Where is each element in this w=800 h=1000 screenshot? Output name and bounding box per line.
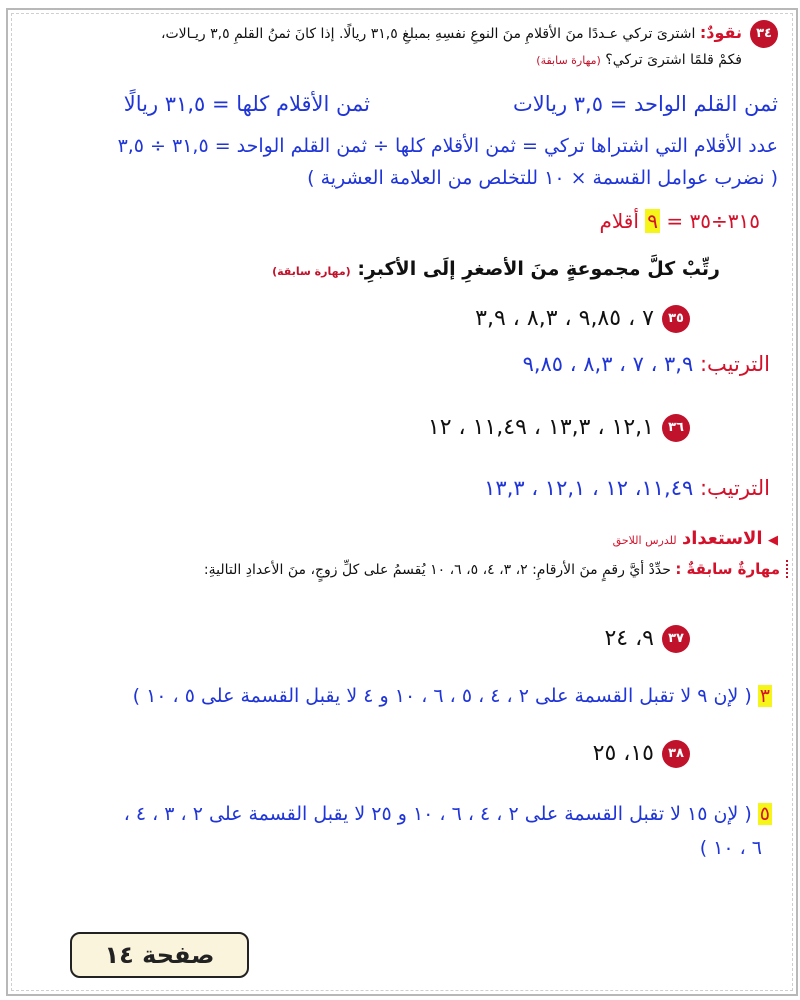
answer-equation: عدد الأقلام التي اشتراها تركي = ثمن الأقلام كلها ÷ ثمن القلم الواحد = ٣١,٥ ÷ ٣,٥ [117,135,778,157]
skill-tag: (مهارة سابقة) [536,54,601,67]
prep-header [613,528,778,549]
answer-note: ( نضرب عوامل القسمة × ١٠ للتخلص من العلامة العشرية ) [307,167,778,189]
answer-price-all: ثمن الأقلام كلها = ٣١,٥ ريالًا [123,92,370,116]
ordering-instruction: رتِّبْ كلَّ مجموعةٍ منَ الأصغرِ إلَى الأكبرِ: [357,258,720,280]
q36-answer [484,476,770,500]
ordering-heading [272,258,720,280]
prep-skill [204,560,788,578]
question-number-badge: ٣٦ [662,414,690,442]
page-number: صفحة ١٤ [70,932,249,978]
question-36 [428,414,690,442]
answer-price-one: ثمن القلم الواحد = ٣,٥ ريالات [512,92,778,116]
calc-result: ٩ [647,209,659,233]
order-label: الترتيب: [699,352,770,376]
question-number-badge: ٣٤ [750,20,778,48]
q35-answer [523,352,770,376]
question-37 [604,625,690,653]
question-38 [593,740,690,768]
prep-subtitle: للدرس اللاحق [612,534,677,547]
skill-tag: (مهارة سابقة) [272,265,351,278]
calc-unit: أقلام [599,209,639,233]
q38-pair: ١٥، ٢٥ [592,741,654,766]
q37-pair: ٩، ٢٤ [604,626,654,651]
answer-calculation [599,209,760,233]
calc-expression: ٣١٥÷٣٥ = [666,209,760,233]
answer-reason: ( لإن ٩ لا تقبل القسمة على ٢ ، ٤ ، ٥ ، ٦ ، ١٠ و ٤ لا يقبل القسمة على ٥ ، ١٠ ) [132,685,752,707]
question-text-line2: فكمْ قلمًا اشترىَ تركي؟ [605,52,742,68]
question-text-line1: اشترىَ تركي عـددًا منَ الأقلامِ منَ النوعِ نفسِهِ بمبلغِ ٣١,٥ ريالًا. إذا كانَ ثمنُ القلمِ ٣,٥ ريـالات، [160,26,696,42]
answer-reason-line2: ٦ ، ١٠ ) [699,837,762,859]
q36-numbers: ١٢,١ ، ١٣,٣ ، ١١,٤٩ ، ١٢ [427,415,654,440]
answer-digit: ٥ [759,803,770,825]
triangle-icon: ◀ [768,533,778,548]
question-34 [161,20,778,48]
order-result: ٣,٩ ، ٧ ، ٨,٣ ، ٩,٨٥ [522,352,694,376]
q37-answer [133,685,772,707]
question-keyword: نقودٌ: [699,23,742,42]
order-label: الترتيب: [699,476,770,500]
order-result: ١١,٤٩، ١٢ ، ١٢,١ ، ١٣,٣ [484,476,694,500]
question-number-badge: ٣٥ [662,305,690,333]
q38-answer [124,803,772,825]
q35-numbers: ٧ ، ٩,٨٥ ، ٨,٣ ، ٣,٩ [475,306,654,331]
question-number-badge: ٣٧ [662,625,690,653]
answer-reason-line1: ( لإن ١٥ لا تقبل القسمة على ٢ ، ٤ ، ٦ ، ١٠ و ٢٥ لا يقبل القسمة على ٢ ، ٣ ، ٤ ، [123,803,752,825]
skill-text: حدِّدْ أيَّ رقمٍ منَ الأرقامِ: ٢، ٣، ٤، ٥، ٦، ١٠ يُقسمُ على كلِّ زوجٍ، منَ الأعدادِ التاليةِ: [203,562,671,578]
skill-label: مهارةٌ سابقةٌ : [675,560,780,578]
question-34-line2 [536,52,742,68]
prep-title: الاستعداد [682,528,763,549]
answer-digit: ٣ [759,685,770,707]
question-35 [475,305,690,333]
question-number-badge: ٣٨ [662,740,690,768]
